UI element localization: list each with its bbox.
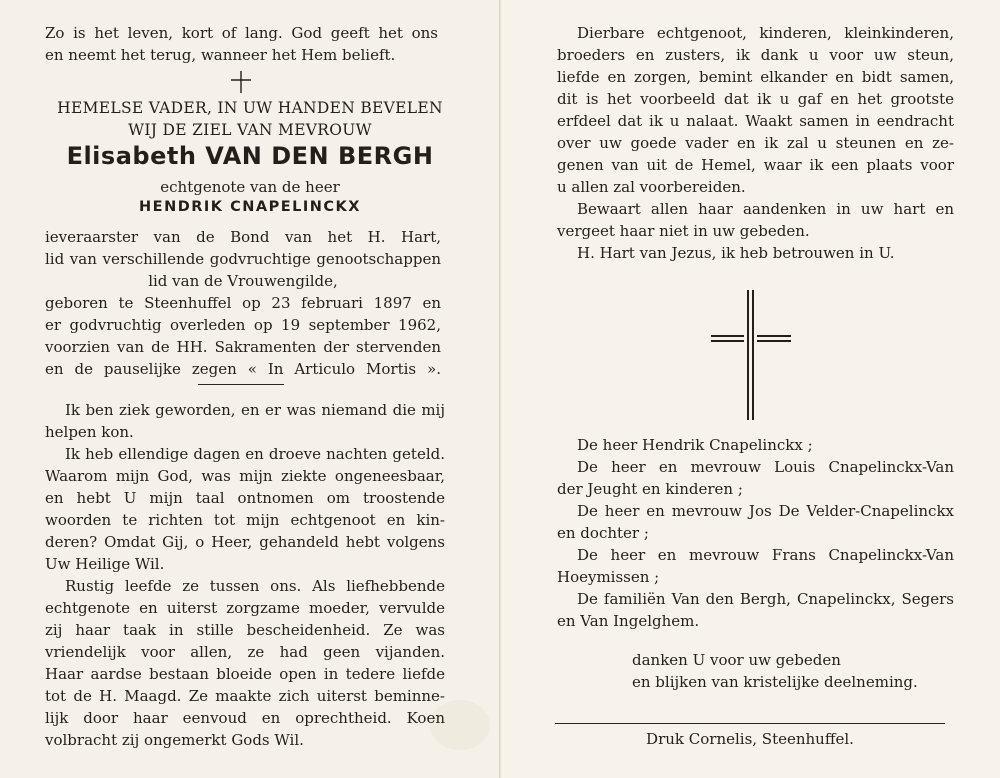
letter-line: H. Hart van Jezus, ik heb betrouwen in U. [577, 244, 895, 262]
bio-line: er godvruchtig overleden op 19 september 1962, [45, 316, 441, 334]
heading-line: HEMELSE VADER, IN UW HANDEN BEVELEN [57, 99, 443, 117]
farewell-letter [557, 22, 954, 264]
body-line: en hebt U mijn taal ontnomen om troostende [45, 489, 445, 507]
letter-line: Bewaart allen haar aandenken in uw hart en [577, 200, 954, 218]
letter-line: u allen zal voorbereiden. [557, 178, 746, 196]
body-line: echtgenote en uiterst zorgzame moeder, vervulde [45, 599, 445, 617]
body-line: vriendelijk voor allen, ze had geen vijanden. [45, 643, 445, 661]
body-line: Uw Heilige Wil. [45, 555, 165, 573]
intro-text [45, 22, 438, 66]
body-line: Ik ben ziek geworden, en er was niemand die mij [65, 401, 445, 419]
small-cross-icon [229, 70, 253, 94]
intro-line: en neemt het terug, wanneer het Hem belieft. [45, 46, 396, 64]
bio-line: ieveraarster van de Bond van het H. Hart, [45, 228, 441, 246]
thanks-line: en blijken van kristelijke deelneming. [632, 673, 918, 691]
letter-line: genen van uit de Hemel, waar ik een plaats voor [557, 156, 954, 174]
body-line: Rustig leefde ze tussen ons. Als liefhebbende [65, 577, 445, 595]
intro-line: Zo is het leven, kort of lang. God geeft het ons [45, 24, 438, 42]
body-line: lijk door haar eenvoud en oprechtheid. Koen [45, 709, 445, 727]
body-line: Ik heb ellendige dagen en droeve nachten geteld. [65, 445, 445, 463]
bio-line: en de pauselijke zegen « In Articulo Mortis ». [45, 360, 441, 378]
body-line: woorden te richten tot mijn echtgenoot en kin- [45, 511, 445, 529]
divider [555, 723, 945, 724]
family-line: De familiën Van den Bergh, Cnapelinckx, Segers [577, 590, 954, 608]
family-line: der Jeught en kinderen ; [557, 480, 743, 498]
letter-line: liefde en zorgen, bemint elkander en bidt samen, [557, 68, 954, 86]
family-line: De heer en mevrouw Louis Cnapelinckx-Van [577, 458, 954, 476]
spouse-intro-line: echtgenote van de heer [160, 178, 340, 196]
large-cross-icon [711, 290, 791, 420]
memorial-text [45, 399, 445, 751]
body-line: tot de H. Maagd. Ze maakte zich uiterst beminne- [45, 687, 445, 705]
family-line: en Van Ingelghem. [557, 612, 700, 630]
bio-line: lid van verschillende godvruchtige genootschappen [45, 250, 441, 268]
letter-line: erfdeel dat ik u nalaat. Waakt samen in eendracht [557, 112, 954, 130]
prayer-heading [40, 97, 460, 141]
thanks-text [632, 649, 942, 693]
family-line: De heer en mevrouw Frans Cnapelinckx-Van [577, 546, 954, 564]
biography [45, 226, 441, 380]
family-line: Hoeymissen ; [557, 568, 660, 586]
spouse-intro [40, 176, 460, 198]
letter-line: vergeet haar niet in uw gebeden. [557, 222, 810, 240]
body-line: volbracht zij ongemerkt Gods Wil. [45, 731, 304, 749]
thanks-line: danken U voor uw gebeden [632, 651, 841, 669]
family-line: De heer Hendrik Cnapelinckx ; [577, 436, 813, 454]
family-list [557, 434, 954, 632]
body-line: Haar aardse bestaan bloeide open in tedere liefde [45, 665, 445, 683]
letter-line: Dierbare echtgenoot, kinderen, kleinkinderen, [577, 24, 954, 42]
letter-line: over uw goede vader en ik zal u steunen en ze- [557, 134, 954, 152]
family-line: De heer en mevrouw Jos De Velder-Cnapelinckx [577, 502, 954, 520]
deceased-name: Elisabeth VAN DEN BERGH [66, 142, 434, 170]
body-line: zij haar taak in stille bescheidenheid. Ze was [45, 621, 445, 639]
letter-line: dit is het voorbeeld dat ik u gaf en het grootste [557, 90, 954, 108]
spouse-name: HENDRIK CNAPELINCKX [139, 199, 361, 215]
family-line: en dochter ; [557, 524, 649, 542]
bio-line: geboren te Steenhuffel op 23 februari 1897 en [45, 294, 441, 312]
body-line: deren? Omdat Gij, o Heer, gehandeld hebt volgens [45, 533, 445, 551]
bio-line: voorzien van de HH. Sakramenten der stervenden [45, 338, 441, 356]
bio-line: lid van de Vrouwengilde, [148, 272, 338, 290]
body-line: Waarom mijn God, was mijn ziekte ongeneesbaar, [45, 467, 445, 485]
divider [198, 384, 284, 385]
letter-line: broeders en zusters, ik dank u voor uw steun, [557, 46, 954, 64]
body-line: helpen kon. [45, 423, 134, 441]
heading-line: WIJ DE ZIEL VAN MEVROUW [128, 121, 372, 139]
printer-credit: Druk Cornelis, Steenhuffel. [646, 730, 854, 748]
